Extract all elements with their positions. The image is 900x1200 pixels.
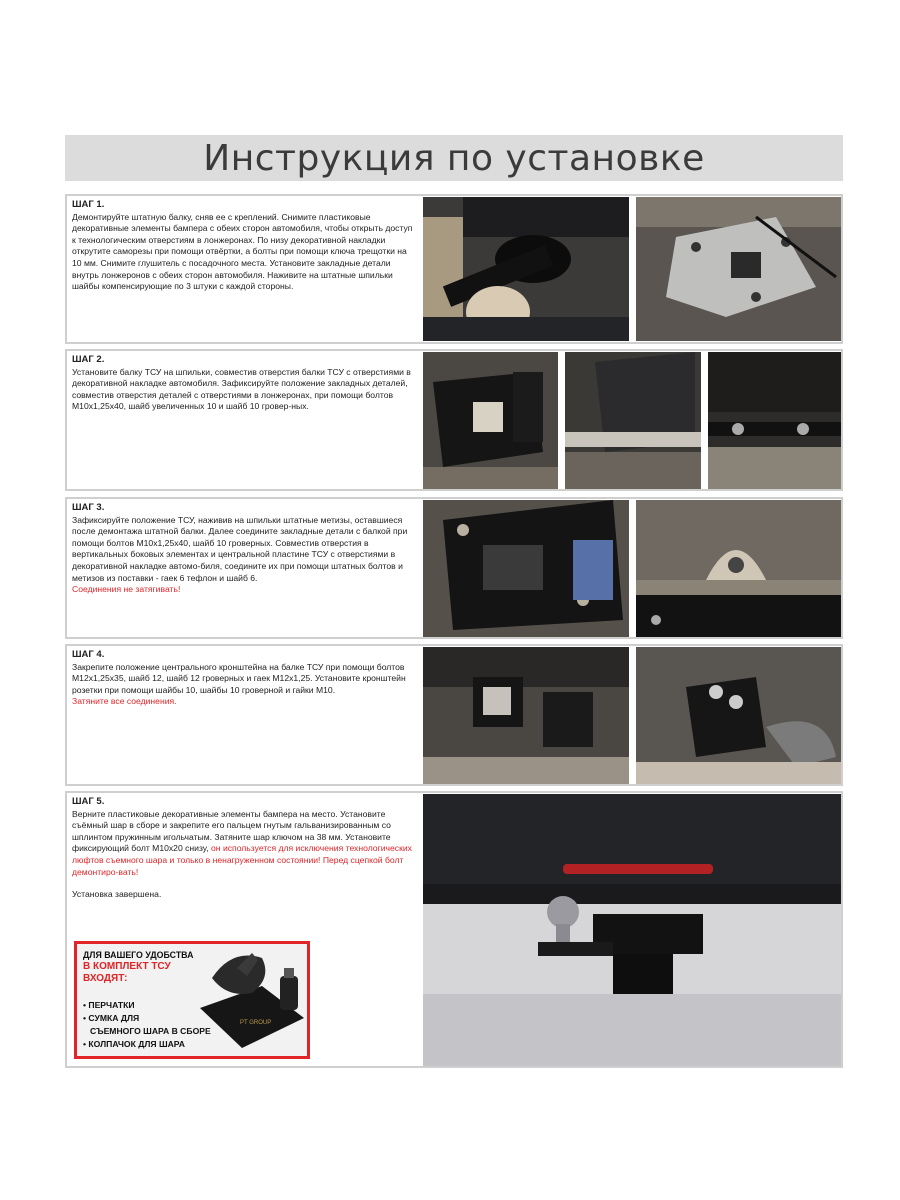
step-2-photo-c	[708, 352, 841, 489]
step-2-body: Установите балку ТСУ на шпильки, совместив отверстия балки ТСУ с отверстиями в декоративной накладке автомобиля. Зафиксируйте положение закладных деталей, совместив отверстия деталей с отверстиями в лонжеронах, при помощи болтов М10х1,25х40, шайб увеличенных 10 и шайб 10 гровер-ных.	[72, 366, 411, 412]
step-4-warning: Затяните все соединения.	[72, 696, 177, 707]
step-4-title: ШАГ 4.	[72, 649, 105, 660]
step-3-text-block	[72, 502, 417, 596]
step-4-photo-a	[423, 647, 629, 784]
step-3-photo-b	[636, 500, 841, 637]
promo-item: • ПЕРЧАТКИ	[83, 1000, 135, 1010]
kit-promo-box	[74, 941, 310, 1059]
promo-item: СЪЕМНОГО ШАРА В СБОРЕ	[90, 1026, 211, 1036]
promo-item: • СУМКА ДЛЯ	[83, 1013, 140, 1023]
step-5-body: Верните пластиковые декоративные элементы бампера на место. Установите съёмный шар в сборе и закрепите его пальцем гнутым гальванизированным со шплинтом пружинным игольчатым. Затяните шар ключом на 38 мм. Установите фиксирующий болт М10х20 снизу,	[72, 808, 391, 854]
step-4-body: Закрепите положение центрального кронштейна на балке ТСУ при помощи болтов М12х1,25х35, шайб 12, шайб 12 гроверных и гаек М12х1,25. Установите кронштейн розетки при помощи шайбы 10, шайбы 10 гроверной и гайки М10.	[72, 661, 406, 695]
step-5-photo-towbar	[423, 794, 841, 1066]
step-1-title: ШАГ 1.	[72, 199, 105, 210]
step-5-done: Установка завершена.	[72, 889, 162, 900]
step-2-photo-b	[565, 352, 701, 489]
promo-item: • КОЛПАЧОК ДЛЯ ШАРА	[83, 1039, 185, 1049]
promo-line-1: ДЛЯ ВАШЕГО УДОБСТВА	[83, 950, 194, 960]
promo-heading	[83, 950, 193, 985]
step-2-text-block	[72, 354, 417, 413]
step-1-body: Демонтируйте штатную балку, сняв ее с креплений. Снимите пластиковые декоративные элементы бампера с обеих сторон автомобиля, чтобы открыть доступ к технологическим отверстиям в лонжеронах. По низу декоративной накладки открутите саморезы при помощи отвёртки, а болты при помощи ключа трещотки на 10 мм. Снимите глушитель с посадочного места. Установите закладные детали внутрь лонжеронов с обеих сторон автомобиля. Наживите на штатные шпильки шайбы компенсирующие по 3 штуки с каждой стороны.	[72, 211, 413, 292]
promo-line-3: ВХОДЯТ:	[83, 973, 128, 984]
step-3-photo-a	[423, 500, 629, 637]
step-4-text-block	[72, 649, 417, 708]
step-5	[65, 791, 843, 1068]
step-5-title: ШАГ 5.	[72, 796, 105, 807]
step-1-photo-a	[423, 197, 629, 341]
step-4	[65, 644, 843, 786]
kit-items-image	[192, 948, 310, 1056]
step-1-photo-b	[636, 197, 841, 341]
page-title: Инструкция по установке	[203, 137, 705, 179]
step-3	[65, 497, 843, 639]
step-5-text-block	[72, 796, 417, 901]
bag-logo-text: PT GROUP	[240, 1020, 272, 1026]
step-1-text-block	[72, 199, 417, 293]
step-3-warning: Соединения не затягивать!	[72, 584, 181, 595]
promo-line-2: В КОМПЛЕКТ ТСУ	[83, 961, 171, 972]
page-header	[65, 135, 843, 181]
step-2-photo-a	[423, 352, 558, 489]
step-1	[65, 194, 843, 344]
step-4-photo-b	[636, 647, 841, 784]
step-3-title: ШАГ 3.	[72, 502, 105, 513]
step-2	[65, 349, 843, 491]
step-3-body: Зафиксируйте положение ТСУ, наживив на шпильки штатные метизы, оставшиеся после демонтажа штатной балки. Далее соедините закладные детали с балкой при помощи болтов М10х1,25х40, шайб 10 гроверных. Совместив отверстия в вертикальных боковых элементах и центральной пластине ТСУ с отверстиями в декоративной накладке автомо-биля, соедините их при помощи штатных болтов и метизов из поставки - гаек 6 тефлон и шайб 6.	[72, 514, 408, 583]
step-2-title: ШАГ 2.	[72, 354, 105, 365]
step-5-warning: он используется для исключения технологических люфтов съемного шара и только в ненагруженном состоянии! Перед сцепкой болт демонтиро-вать!	[72, 843, 412, 877]
